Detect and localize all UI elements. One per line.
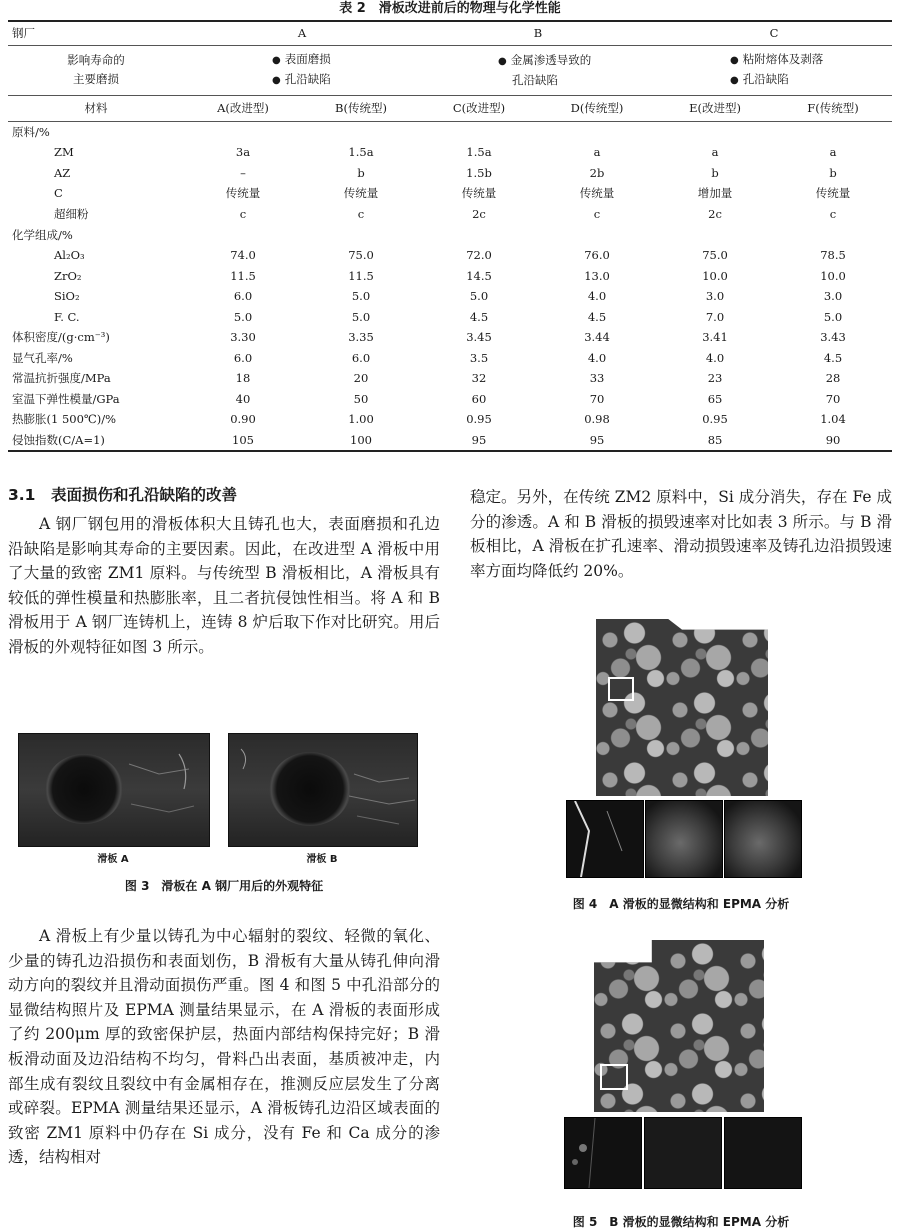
body-paragraph: A 滑板上有少量以铸孔为中心辐射的裂纹、轻微的氧化、少量的铸孔边沿损伤和表面划伤，B 滑板有大量从铸孔伸向滑动方向的裂纹并且滑动面损伤严重。图 4 和图 5 中孔沿部分的显微结构照片及 EPMA 测量结果显示，在 A 滑板的表面形成了约 200μm 厚的致密保护层，热面内部结构保持完好；B 滑板滑动面及边沿结构不均匀，骨料凸出表面，基质被冲走，内部生成有裂纹且裂纹中有金属相存在，推测反应层发生了分离或碎裂。EPMA 测量结果还显示，A 滑板铸孔边沿区域表面的致密 ZM1 原料中仍存在 Si 成分，没有 Fe 和 Ca 成分的渗透，结构相对 (8, 927, 440, 1167)
wear-c: ● 粘附熔体及剥落 ● 孔沿缺陷 (656, 45, 892, 95)
table-row: 显气孔率/% 6.0 6.0 3.5 4.0 4.0 4.5 (12, 350, 843, 365)
table-row: SiO₂ 6.0 5.0 5.0 4.0 3.0 3.0 (54, 289, 843, 304)
material-label: 材料 (8, 95, 184, 121)
fig4-epma-map-1 (566, 800, 644, 878)
table-row: C 传统量 传统量 传统量 传统量 增加量 传统量 (54, 186, 851, 201)
chem-section-label: 化学组成/% (12, 227, 73, 242)
slide-plate-b-photo (228, 733, 418, 847)
crack-marks (229, 734, 417, 846)
wear-b: ● 金属渗透导致的 孔沿缺陷 (420, 45, 656, 95)
material-e: E(改进型) (656, 95, 774, 121)
fig4-caption: 图 4 A 滑板的显微结构和 EPMA 分析 (572, 897, 790, 911)
body-paragraph: 稳定。另外，在传统 ZM2 原料中，Si 成分消失，存在 Fe 成分的渗透。A 和 B 滑板的损毁速率对比如表 3 所示。与 B 滑板相比，A 滑板在扩孔速率、滑动损毁速率及铸孔边沿损毁速率方面均降低约 20%。 (470, 488, 892, 580)
material-d: D(传统型) (538, 95, 656, 121)
wear-a: ● 表面磨损 ● 孔沿缺陷 (184, 45, 420, 95)
fig3-caption: 图 3 滑板在 A 钢厂用后的外观特征 (124, 879, 324, 893)
fig5-epma-map-2 (644, 1117, 722, 1189)
material-row (8, 95, 892, 121)
plant-a: A (184, 21, 420, 45)
fig5-micrograph (594, 940, 764, 1112)
table-title: 表 2 滑板改进前后的物理与化学性能 (339, 1, 561, 16)
fig4-micrograph (596, 619, 768, 796)
fig5-caption: 图 5 B 滑板的显微结构和 EPMA 分析 (572, 1215, 790, 1229)
plant-header-row (8, 21, 892, 45)
table-row: AZ – b 1.5b 2b b b (54, 165, 837, 180)
property-table (8, 20, 892, 452)
table-row: F. C. 5.0 5.0 4.5 4.5 7.0 5.0 (54, 309, 843, 324)
crack-marks (19, 734, 209, 846)
fig3-label-a: 滑板 A (97, 854, 129, 865)
plant-b: B (420, 21, 656, 45)
table-row: 超细粉 c c 2c c 2c c (54, 206, 837, 221)
plant-c: C (656, 21, 892, 45)
chem-section-row (8, 224, 892, 245)
table-row: 体积密度/(g·cm⁻³) 3.30 3.35 3.45 3.44 3.41 3.43 (12, 330, 846, 345)
slide-plate-a-photo (18, 733, 210, 847)
wear-row (8, 45, 892, 95)
raw-section-label: 原料/% (12, 124, 50, 139)
plant-label: 钢厂 (8, 21, 184, 45)
fig5-epma-map-1 (564, 1117, 642, 1189)
fig4-epma-map-2 (645, 800, 723, 878)
material-c: C(改进型) (420, 95, 538, 121)
fig3-label-b: 滑板 B (306, 854, 338, 865)
table-row: 室温下弹性模量/GPa 40 50 60 70 65 70 (12, 391, 841, 406)
table-row: 热膨胀(1 500℃)/% 0.90 1.00 0.95 0.98 0.95 1.04 (12, 412, 846, 427)
body-paragraph: A 钢厂钢包用的滑板体积大且铸孔也大，表面磨损和孔边沿缺陷是影响其寿命的主要因素。因此，在改进型 A 滑板中用了大量的致密 ZM1 原料。与传统型 B 滑板相比，A 滑板具有较低的弹性模量和热膨胀率，且二者抗侵蚀性相当。将 A 和 B 滑板用于 A 钢厂连铸机上，连铸 8 炉后取下作对比研究。用后滑板的外观特征如图 3 所示。 (8, 515, 440, 656)
table-row: 侵蚀指数(C/A=1) 105 100 95 95 85 90 (8, 430, 892, 451)
raw-section-row (8, 121, 892, 142)
wear-label: 影响寿命的 主要磨损 (8, 45, 184, 95)
material-f: F(传统型) (774, 95, 892, 121)
table-row: ZrO₂ 11.5 11.5 14.5 13.0 10.0 10.0 (54, 268, 846, 283)
material-a: A(改进型) (184, 95, 302, 121)
fig4-epma-map-3 (724, 800, 802, 878)
fig5-epma-map-3 (724, 1117, 802, 1189)
table-row: ZM 3a 1.5a 1.5a a a a (54, 145, 837, 160)
table-row: 常温抗折强度/MPa 18 20 32 33 23 28 (12, 371, 841, 386)
section-heading: 3.1 表面损伤和孔沿缺陷的改善 (8, 486, 237, 504)
table-row: Al₂O₃ 74.0 75.0 72.0 76.0 75.0 78.5 (54, 248, 846, 263)
material-b: B(传统型) (302, 95, 420, 121)
